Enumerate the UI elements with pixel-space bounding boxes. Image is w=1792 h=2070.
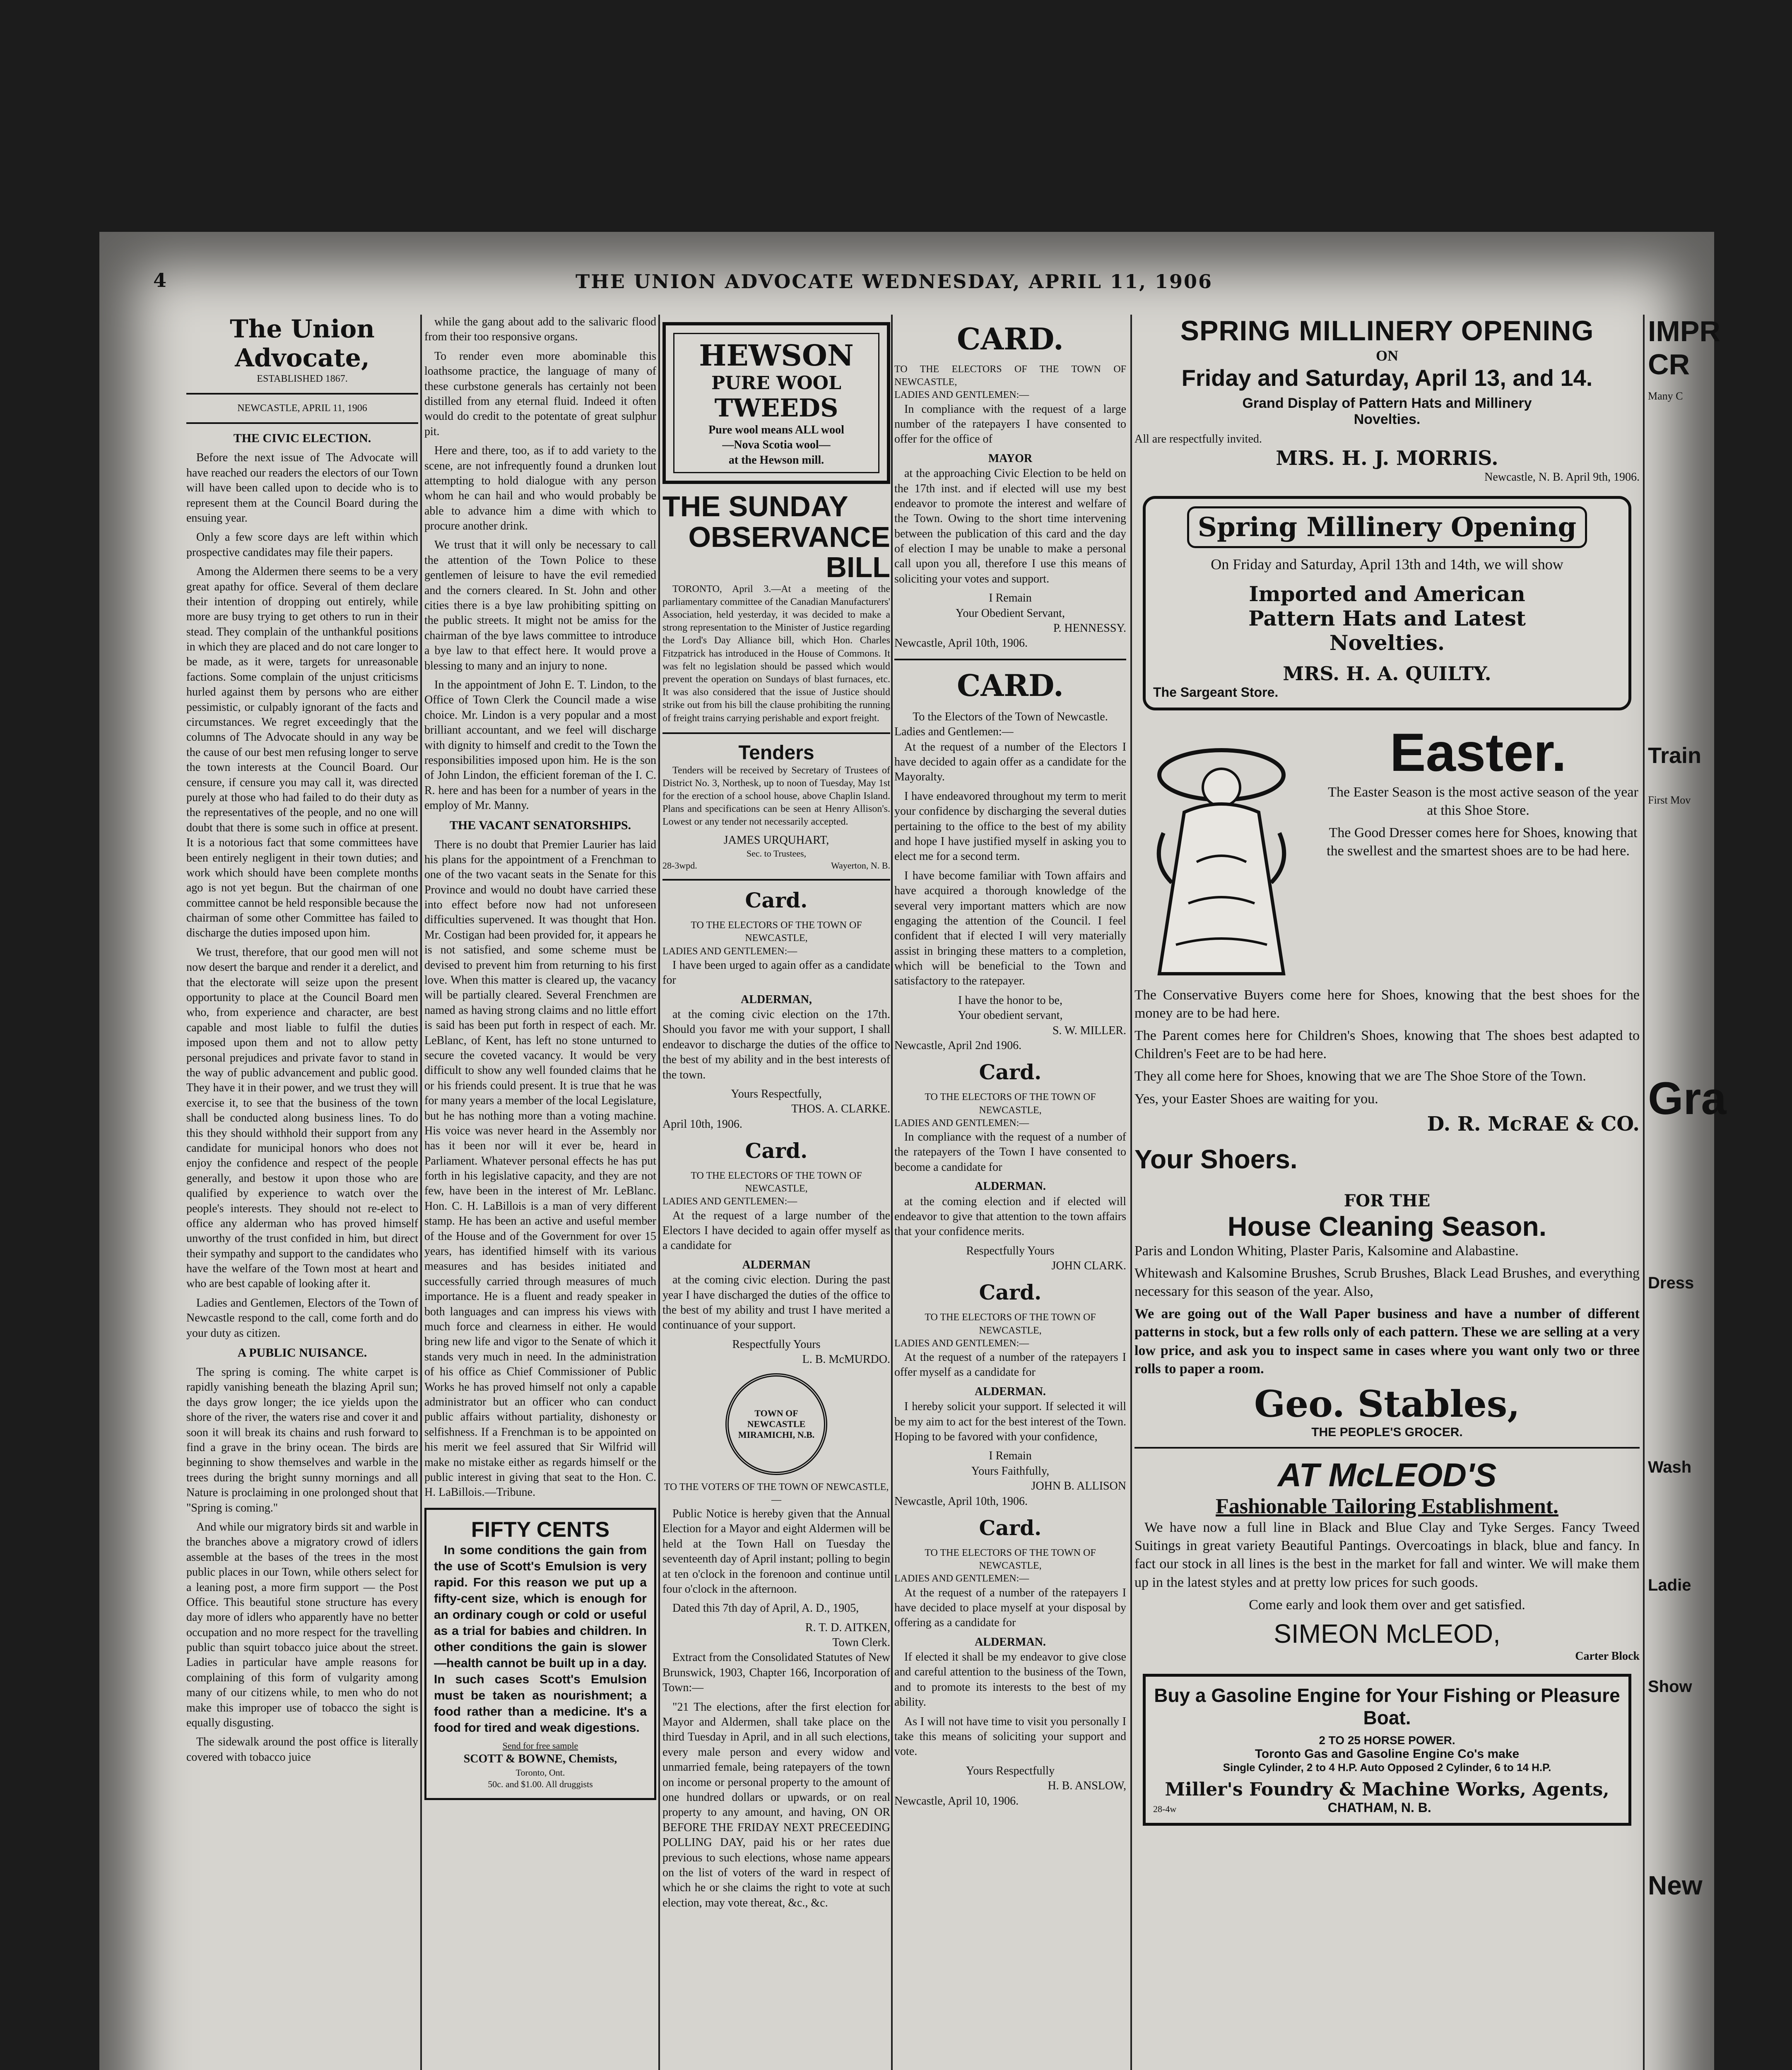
- notice-extract: Extract from the Consolidated Statutes of New Brunswick, 1903, Chapter 166, Incorporation of Town:—: [662, 1651, 890, 1695]
- paragraph: To render even more abominable this loathsome practice, the language of many of these curbstone generals has certainly not been distilled from any eternal fluid. Indeed it often would do credit to the potentate of great sulphur pit.: [424, 349, 656, 438]
- card-miller-body2: I have endeavored throughout my term to merit your confidence by discharging the several duties pertaining to the office to the best of my ability and hope I have justified myself in asking you to elect me for a second term.: [894, 789, 1126, 863]
- card-allison-to: TO THE ELECTORS OF THE TOWN OF NEWCASTLE,: [925, 1312, 1096, 1336]
- card-hennessy-body2: at the approaching Civic Election to be held on the 17th inst. and if elected will use my best endeavor to promote the interest and welfare of the Town. Owing to the short time intervening between the publication of this card and the day of election I may be unable to make a personal call upon you all, therefore I use this means of soliciting your votes and support.: [894, 467, 1126, 585]
- card-allison-name: JOHN B. ALLISON: [1031, 1480, 1126, 1493]
- stables-for-the: FOR THE: [1344, 1191, 1431, 1211]
- divider: [186, 393, 418, 395]
- card-anslow-body3: As I will not have time to visit you personally I take this means of soliciting your support and vote.: [894, 1715, 1126, 1758]
- gasoline-city: CHATHAM, N. B.: [1327, 1800, 1431, 1815]
- hewson-line1: PURE WOOL: [711, 373, 841, 394]
- morris-name: MRS. H. J. MORRIS.: [1276, 447, 1498, 470]
- shoers-heading: Your Shoers.: [1134, 1144, 1298, 1174]
- tenders-sign: JAMES URQUHART,: [723, 833, 829, 847]
- gasoline-maker: Toronto Gas and Gasoline Engine Co's make: [1255, 1747, 1520, 1761]
- card-allison-title: Card.: [979, 1280, 1042, 1305]
- notice-role: Town Clerk.: [832, 1636, 890, 1649]
- card-anslow-name: H. B. ANSLOW,: [1048, 1779, 1126, 1793]
- card-hennessy-close2: Your Obedient Servant,: [956, 607, 1065, 620]
- column-rule: [420, 315, 422, 2070]
- fragment: Show: [1648, 1677, 1692, 1696]
- fragment: First Mov: [1648, 794, 1691, 806]
- gasoline-title: Buy a Gasoline Engine for Your Fishing or Pleasure Boat.: [1154, 1685, 1620, 1729]
- gasoline-ad: [1143, 1674, 1631, 1826]
- card-clarke-body2: at the coming civic election on the 17th. Should you favor me with your support, I shall endeavor to discharge the duties of the office to the best of my ability and in the best interests of the town.: [662, 1008, 890, 1081]
- paragraph: There is no doubt that Premier Laurier has laid his plans for the appointment of a Frenchman to one of the two vacant seats in the Senate for this Province and would no doubt have carried these into effect before now had not unforeseen difficulties supervened. It was thought that Hon. Mr. Costigan had been provided for, it appears he is not satisfied, and some scheme must be devised to prevent him from returning to his first love. When this matter is cleared up, the vacancy will be partially cleared. Several Frenchmen are named as having strong claims and no little effort is said has been put forth in respect of each. Mr. LeBlanc, of Kent, has left no stone unturned to secure the coveted vacancy. It would be very difficult to show any well founded claims that he or his friends could present. It is true that he was for many years a member of the local Legislature, but he has nothing more than a voting machine. His voice was never heard in the Assembly nor has it been nor will it ever be, heard in Parliament. Whatever personal effects he has put forth in his legislative capacity, and they are not few, have been in the interest of Mr. LeBlanc. Hon. C. H. LaBillois is a man of very different stamp. He has been an active and useful member of the House and of the Government for over 15 years, has identified himself with its various measures and has besides initiated and successfully carried through measures of much importance. He is a fluent and ready speaker in both languages and can impress his views with much force and clearness in either. He would bring new life and vigor to the Senate of which it stands very much in need. In the administration of his office as Chief Commissioner of Public Works he has proved himself not only a capable administrator but an officer who can conduct public affairs without partiality, dishonesty or selfishness. If a Frenchman is to be appointed on his merit we feel assured that Sir Wilfrid will make no mistake either as regards himself or the public interest in giving that seat to the Hon. C. H. LaBillois.—Tribune.: [424, 838, 656, 1499]
- card-hennessy-close: I Remain: [989, 592, 1032, 605]
- fragment: Wash: [1648, 1458, 1692, 1476]
- hewson-name: HEWSON: [699, 338, 854, 373]
- fragment: CR: [1648, 348, 1690, 380]
- masthead-line: THE UNION ADVOCATE WEDNESDAY, APRIL 11, 1906: [576, 270, 1213, 293]
- notice-dated: Dated this 7th day of April, A. D., 1905,: [672, 1602, 859, 1615]
- established: ESTABLISHED 1867.: [257, 373, 348, 384]
- paragraph: Among the Aldermen there seems to be a very great apathy for office. Several of them declare their intention of dropping out entirely, while more are busy trying to get others to run in their stead. They complain of the unthankful positions in which they are placed and do not care longer to be made, as it were, targets for unreasonable factions. Some complain of the unjust criticisms hurled against them by persons who are either pessimistic, or culpably ignorant of the facts and circumstances. We regret exceedingly that the columns of The Advocate should in any way be the cause of our best men refusing longer to serve the town interests at the Council Board. Our censure, if censure you may call it, was directed purely at those who had failed to do their duty as the representatives of the people, and no one will doubt that there is some such in office at present. It is a notorious fact that some committees have been entirely negligent in their town duties; and work which should have been complete months ago is not yet begun. But the chairman of one committee cannot be held responsible because the chairman of some other Committee has failed to discharge the duties imposed upon him.: [186, 565, 418, 940]
- notice-section: "21 The elections, after the first election for Mayor and Aldermen, shall take place on the third Tuesday in April, and in all such elections, every male person and every widow and unmarried female, being ratepayers of the town on income or personal property to the amount of one hundred dollars or upwards, or on real property to any amount, and having, ON OR BEFORE THE FRIDAY NEXT PRECEEDING POLLING DAY, paid his or her rates due previous to such elections, whose name appears on the list of voters of the ward in respect of which he or she claims the right to vote at such election, may vote thereat, &c., &c.: [662, 1700, 890, 1909]
- morris-on: ON: [1376, 347, 1398, 364]
- stables-title: House Cleaning Season.: [1227, 1211, 1547, 1242]
- column-three: [662, 315, 890, 2070]
- easter-p2: The Good Dresser comes here for Shoes, knowing that the swellest and the smartest shoes are to be had here.: [1327, 825, 1638, 859]
- emulsion-ad: [424, 1508, 656, 1800]
- card-clarke-to: TO THE ELECTORS OF THE TOWN OF NEWCASTLE,: [691, 920, 862, 944]
- stables-p2: Whitewash and Kalsomine Brushes, Scrub Brushes, Black Lead Brushes, and everything necessary for this season of the year. Also,: [1134, 1265, 1640, 1300]
- card-miller-greeting: Ladies and Gentlemen:—: [894, 725, 1014, 739]
- paragraph: In the appointment of John E. T. Lindon, to the Office of Town Clerk the Council made a wise choice. Mr. Lindon is a very popular and a most brilliant accountant, and we feel will discharge with dignity to himself and credit to the Town the responsibilities imposed upon him. He is the son of John Lindon, the efficient foreman of the I. C. R. here and has been for a number of years in the employ of Mr. Manny.: [424, 678, 656, 812]
- card-clark-office: ALDERMAN.: [975, 1180, 1046, 1193]
- card-hennessy-date: Newcastle, April 10th, 1906.: [894, 637, 1028, 650]
- gasoline-ref: 28-4w: [1153, 1804, 1177, 1815]
- card-miller-close2: Your obedient servant,: [958, 1009, 1063, 1022]
- card-miller-to: To the Electors of the Town of Newcastle.: [913, 710, 1108, 723]
- column-clipped: [1648, 315, 1731, 2070]
- town-seal: [725, 1373, 827, 1475]
- stables-name: Geo. Stables,: [1254, 1382, 1520, 1426]
- divider: [662, 732, 890, 734]
- paragraph: Before the next issue of The Advocate will have reached our readers the electors of our Town will have been called upon to decide who is to represent them at the Council Board during the ensuing year.: [186, 451, 418, 525]
- dateline: NEWCASTLE, APRIL 11, 1906: [237, 403, 367, 414]
- card-miller-title: CARD.: [957, 667, 1064, 703]
- column-rule: [1130, 315, 1132, 2070]
- divider: [186, 422, 418, 424]
- card-allison-close2: Yours Faithfully,: [971, 1464, 1050, 1478]
- emulsion-price: 50c. and $1.00. All druggists: [488, 1779, 593, 1790]
- easter-p4: The Parent comes here for Children's Shoes, knowing that The shoes best adapted to Children's Feet are to be had here.: [1134, 1028, 1640, 1062]
- card-anslow-greeting: LADIES AND GENTLEMEN:—: [894, 1573, 1029, 1584]
- card-clarke-date: April 10th, 1906.: [662, 1117, 742, 1131]
- emulsion-body: In some conditions the gain from the use of Scott's Emulsion is very rapid. For this reason we put up a fifty-cent size, which is enough for an ordinary cough or cold or useful as a trial for babies and children. In other conditions the gain is slower—health cannot be built up in a day. In such cases Scott's Emulsion must be taken as nourishment; a food rather than a medicine. It's a food for tired and weak digestions.: [434, 1543, 647, 1735]
- easter-p6: Yes, your Easter Shoes are waiting for you.: [1134, 1091, 1378, 1107]
- paragraph: Ladies and Gentlemen, Electors of the Town of Newcastle respond to the call, come forth and do your duty as citizen.: [186, 1296, 418, 1340]
- card-clark-title: Card.: [979, 1060, 1042, 1085]
- hewson-inner: [673, 333, 879, 473]
- card-clarke-title: Card.: [745, 888, 808, 913]
- fragment: IMPR: [1648, 315, 1720, 347]
- card-anslow-to: TO THE ELECTORS OF THE TOWN OF NEWCASTLE,: [925, 1547, 1096, 1572]
- easter-title: Easter.: [1390, 722, 1567, 782]
- morris-title: SPRING MILLINERY OPENING: [1180, 315, 1594, 347]
- fragment: Dress: [1648, 1273, 1694, 1292]
- masthead: [153, 269, 1644, 294]
- paragraph: The sidewalk around the post office is literally covered with tobacco juice: [186, 1735, 418, 1764]
- tenders-body: Tenders will be received by Secretary of Trustees of District No. 3, Northesk, up to noon of Tuesday, May 1st for the erection of a school house, above Chaplin Island. Plans and specifications can be seen at Henry Allison's. Lowest or any tender not necessarily accepted.: [662, 765, 890, 828]
- column-rule: [891, 315, 893, 2070]
- paper-name: The Union Advocate,: [230, 315, 375, 373]
- tenders-sign2: Sec. to Trustees,: [746, 848, 807, 859]
- divider: [662, 879, 890, 881]
- card-hennessy-title: CARD.: [957, 321, 1064, 356]
- card-miller-body: At the request of a number of the Electors I have decided to again offer as a candidate for the Mayoralty.: [894, 740, 1126, 784]
- card-anslow-date: Newcastle, April 10, 1906.: [894, 1794, 1019, 1808]
- card-clark-greeting: LADIES AND GENTLEMEN:—: [894, 1117, 1029, 1129]
- quilty-ad: [1143, 496, 1631, 710]
- notice-body: Public Notice is hereby given that the Annual Election for a Mayor and eight Aldermen will be held at the Town Hall on Tuesday the seventeenth day of April instant; polling to begin at ten o'clock in the forenoon and continue until four o'clock in the afternoon.: [662, 1507, 890, 1596]
- sunday-body: TORONTO, April 3.—At a meeting of the parliamentary committee of the Canadian Manufacturers' Association, held yesterday, it was decided to make a strong representation to the Minister of Justice regarding the Lord's Day Alliance bill, which Hon. Charles Fitzpatrick has introduced in the House of Commons. It was felt no legislation should be passed which would prevent the operation on Sundays of blast furnaces, etc. It was also considered that the issue of Justice should strike out from his bill the clause prohibiting the running of freight trains carrying perishable and export freight.: [662, 583, 890, 724]
- card-hennessy-to: TO THE ELECTORS OF THE TOWN OF NEWCASTLE,: [894, 364, 1126, 388]
- page-number: 4: [153, 269, 168, 291]
- card-anslow-office: ALDERMAN.: [975, 1635, 1046, 1649]
- card-allison-body2: I hereby solicit your support. If selected it will be my aim to act for the best interest of the Town. Hoping to be favored with your confidence,: [894, 1400, 1126, 1443]
- card-mcmurdo-title: Card.: [745, 1138, 808, 1163]
- hewson-ad: [662, 322, 890, 484]
- easter-p3: The Conservative Buyers come here for Shoes, knowing that the best shoes for the money are to be had here.: [1134, 987, 1640, 1021]
- card-clarke-body: I have been urged to again offer as a candidate for: [662, 958, 890, 987]
- paragraph: The spring is coming. The white carpet is rapidly vanishing beneath the blazing April sun; the days grow longer; the ice yields upon the shore of the river, the waters rise and cover it and soon it will break its chains and rush forward to find a grave in the briny ocean. The birds are beginning to show themselves and warble in the trees during the bright sunny mornings and all Nature is proclaiming in one prolonged shout that "Spring is coming.": [186, 1366, 418, 1514]
- sunday-title-1: THE SUNDAY: [662, 490, 848, 523]
- card-clark-name: JOHN CLARK.: [1051, 1259, 1126, 1273]
- card-miller-body3: I have become familiar with Town affairs and have acquired a thorough knowledge of the several very important matters which are now engaging the attention of the Council. I feel confident that if elected I will very materially assist in bringing these matters to a completion, which will be beneficial to the Town and satisfactory to the ratepayer.: [894, 869, 1126, 988]
- card-miller-close: I have the honor to be,: [958, 994, 1062, 1007]
- emulsion-headline: FIFTY CENTS: [471, 1517, 610, 1542]
- card-mcmurdo-body: At the request of a large number of the Electors I have decided to again offer myself as a candidate for: [662, 1209, 890, 1252]
- article-title-senators: THE VACANT SENATORSHIPS.: [449, 818, 631, 832]
- divider: [894, 659, 1126, 660]
- gasoline-foundry: Miller's Foundry & Machine Works, Agents,: [1165, 1779, 1609, 1800]
- mcleod-p2: Come early and look them over and get satisfied.: [1249, 1597, 1525, 1613]
- stables-p3: We are going out of the Wall Paper business and have a number of different patterns in stock, but a few rolls only of each pattern. These we are selling at a very low price, and ask you to inspect same in cases where you want only two or three rolls to paper a room.: [1134, 1306, 1640, 1377]
- paragraph: We trust, therefore, that our good men will not now desert the barque and render it a derelict, and that the electorate will seize upon the present opportunity to place at the Council Board men who, from experience and character, are best capable and most liable to fulfil the duties imposed upon them and not to allow petty personal prejudices and private favor to stand in the way of public advancement and public good. They have it in their power, and we trust they will exercise it, to see that the business of the town shall be conducted along business lines. To do this they should withhold their support from any candidate for municipal honors who does not enjoy the confidence and respect of the people generally, and bestow it upon those who are qualified by experience to watch over the people's interests. They should not re-elect to office any alderman who has proved himself unworthy of the trust confided in him, but direct their sympathy and support to the candidates who have the welfare of the Town most at heart and who are best capable of looking after it.: [186, 946, 418, 1290]
- card-hennessy-office: MAYOR: [988, 452, 1033, 465]
- mcleod-name: SIMEON McLEOD,: [1274, 1618, 1501, 1649]
- easter-firm: D. R. McRAE & CO.: [1427, 1112, 1640, 1136]
- easter-p5: They all come here for Shoes, knowing that we are The Shoe Store of the Town.: [1134, 1069, 1586, 1084]
- card-hennessy-body: In compliance with the request of a large number of the ratepayers I have consented to offer for the office of: [894, 402, 1126, 446]
- emulsion-city: Toronto, Ont.: [515, 1767, 565, 1778]
- card-clark-to: TO THE ELECTORS OF THE TOWN OF NEWCASTLE,: [925, 1092, 1096, 1116]
- mcleod-sub: Fashionable Tailoring Establishment.: [1216, 1495, 1558, 1519]
- card-allison-greeting: LADIES AND GENTLEMEN:—: [894, 1338, 1029, 1349]
- article-title-nuisance: A PUBLIC NUISANCE.: [237, 1346, 367, 1360]
- fragment: New: [1648, 1870, 1703, 1900]
- seal-text: TOWN OF NEWCASTLE MIRAMICHI, N.B.: [738, 1408, 815, 1440]
- hewson-line3: Pure wool means ALL wool: [708, 424, 844, 436]
- gasoline-models: Single Cylinder, 2 to 4 H.P. Auto Opposed 2 Cylinder, 6 to 14 H.P.: [1223, 1761, 1551, 1774]
- quilty-title: Spring Millinery Opening: [1187, 506, 1587, 548]
- card-allison-date: Newcastle, April 10th, 1906.: [894, 1495, 1028, 1508]
- hewson-line5: at the Hewson mill.: [728, 453, 824, 467]
- card-mcmurdo-close: Respectfully Yours: [732, 1338, 821, 1351]
- column-four: [894, 315, 1126, 2070]
- stables-p1: Paris and London Whiting, Plaster Paris, Kalsomine and Alabastine.: [1134, 1243, 1519, 1259]
- divider: [1134, 1447, 1640, 1449]
- sunday-title-2: OBSERVANCE BILL: [688, 520, 890, 584]
- column-two: [424, 315, 656, 2070]
- notice-name: R. T. D. AITKEN,: [805, 1621, 890, 1634]
- fragment: Ladie: [1648, 1576, 1691, 1594]
- card-clarke-close: Yours Respectfully,: [731, 1087, 822, 1100]
- column-rule: [1643, 315, 1645, 2070]
- card-anslow-title: Card.: [979, 1515, 1042, 1540]
- emulsion-maker: SCOTT & BOWNE, Chemists,: [463, 1752, 617, 1766]
- fragment: Many C: [1648, 390, 1683, 402]
- card-allison-close: I Remain: [989, 1449, 1032, 1463]
- card-clarke-name: THOS. A. CLARKE.: [791, 1102, 890, 1116]
- paragraph: Only a few score days are left within which prospective candidates may file their papers.: [186, 531, 418, 559]
- tenders-place: Wayerton, N. B.: [831, 860, 890, 871]
- paragraph: Here and there, too, as if to add variety to the scene, are not infrequently found a drunken lout attempting to hold dialogue with any person whom he can hail and who would probably be able to advance him a dime with which to procure another drink.: [424, 444, 656, 533]
- card-anslow-close: Yours Respectfully: [966, 1764, 1055, 1777]
- card-clarke-office: ALDERMAN,: [741, 993, 812, 1006]
- hewson-line4: —Nova Scotia wool—: [722, 438, 831, 452]
- tenders-title: Tenders: [738, 741, 814, 764]
- tenders-ref: 28-3wpd.: [662, 860, 697, 871]
- card-clarke-greeting: LADIES AND GENTLEMEN:—: [662, 946, 797, 957]
- card-clark-body: In compliance with the request of a number of the ratepayers of the Town I have consented to become a candidate for: [894, 1130, 1126, 1174]
- mcleod-p1: We have now a full line in Black and Blue Clay and Tyke Serges. Fancy Tweed Suitings in great variety Beautiful Pantings. Overcoatings in black, blue and fancy. In fact our stock in all lines is the best in the market for fall and winter. We will make them up in the latest styles and at pretty low prices for such goods.: [1134, 1520, 1640, 1590]
- card-anslow-body2: If elected it shall be my endeavor to give close and careful attention to the business of the Town, and to promote its interests to the best of my ability.: [894, 1651, 1126, 1709]
- card-miller-date: Newcastle, April 2nd 1906.: [894, 1039, 1022, 1052]
- stables-sub: THE PEOPLE'S GROCER.: [1311, 1425, 1463, 1439]
- easter-lady-illustration: [1134, 725, 1308, 982]
- card-mcmurdo-greeting: LADIES AND GENTLEMEN:—: [662, 1196, 797, 1207]
- notice-to: TO THE VOTERS OF THE TOWN OF NEWCASTLE,—: [664, 1481, 889, 1505]
- morris-date: Newcastle, N. B. April 9th, 1906.: [1484, 471, 1640, 484]
- column-rule: [658, 315, 660, 2070]
- card-anslow-body: At the request of a number of the ratepayers I have decided to place myself at your disposal by offering as a candidate for: [894, 1586, 1126, 1630]
- card-clark-body2: at the coming election and if elected will endeavor to give that attention to the town affairs that your confidence merits.: [894, 1195, 1126, 1238]
- card-mcmurdo-to: TO THE ELECTORS OF THE TOWN OF NEWCASTLE,: [691, 1170, 862, 1194]
- mcleod-title: AT McLEOD'S: [1277, 1456, 1497, 1494]
- paragraph: We trust that it will only be necessary to call the attention of the Town Police to these gentlemen of leisure to have the evil remedied and the corners cleared. In St. John and other cities there is a bye law prohibiting spitting on the public streets. It might not be amiss for the chairman of the bye laws committee to introduce a bye law to that effect here. It would prove a blessing to many and an injury to none.: [424, 539, 656, 672]
- emulsion-sample: Send for free sample: [502, 1740, 578, 1751]
- paragraph: while the gang about add to the salivaric flood from their too responsive organs.: [424, 315, 656, 344]
- gasoline-hp: 2 TO 25 HORSE POWER.: [1319, 1734, 1455, 1747]
- morris-dates: Friday and Saturday, April 13, and 14.: [1181, 365, 1593, 391]
- card-hennessy-name: P. HENNESSY.: [1053, 622, 1126, 635]
- card-allison-office: ALDERMAN.: [975, 1385, 1046, 1398]
- column-editorial: [186, 315, 418, 2070]
- paragraph: And while our migratory birds sit and warble in the branches above a migratory crowd of idlers assemble at the bases of the trees in the most public places in our Town, while others select for a leaning post, a more firm support — the Post Office. This beautiful stone structure has every day more of idlers who apparently have no better occupation and no more respect for the travelling public than squirt tobacco juice about the street. Ladies in particular have ample reasons for complaining of this form of vulgarity among many of our citizens while, to men who do not make this improper use of tobacco the sight is equally disgusting.: [186, 1520, 418, 1730]
- quilty-line2: Imported and American Pattern Hats and Latest Novelties.: [1248, 581, 1526, 655]
- morris-invite: All are respectfully invited.: [1134, 433, 1262, 445]
- easter-ad: [1134, 721, 1640, 986]
- column-ads: [1134, 315, 1640, 2070]
- article-title-civic: THE CIVIC ELECTION.: [233, 431, 371, 445]
- quilty-store: The Sargeant Store.: [1153, 684, 1279, 700]
- card-miller-name: S. W. MILLER.: [1052, 1024, 1126, 1037]
- morris-line: Grand Display of Pattern Hats and Millinery Novelties.: [1242, 395, 1532, 427]
- hewson-line2: TWEEDS: [714, 394, 838, 423]
- quilty-line1: On Friday and Saturday, April 13th and 14th, we will show: [1211, 556, 1563, 573]
- fragment: Train: [1648, 743, 1702, 768]
- fragment: Gra: [1648, 1073, 1727, 1124]
- card-mcmurdo-name: L. B. McMURDO.: [802, 1353, 890, 1366]
- easter-p1: The Easter Season is the most active season of the year at this Shoe Store.: [1328, 784, 1638, 818]
- newspaper-page: [99, 232, 1727, 2070]
- card-mcmurdo-body2: at the coming civic election. During the past year I have discharged the duties of the office to the best of my ability and trust I have merited a continuance of your support.: [662, 1273, 890, 1332]
- card-mcmurdo-office: ALDERMAN: [742, 1258, 811, 1271]
- card-hennessy-greeting: LADIES AND GENTLEMEN:—: [894, 390, 1029, 401]
- quilty-name: MRS. H. A. QUILTY.: [1283, 662, 1491, 685]
- card-clark-close: Respectfully Yours: [966, 1244, 1055, 1257]
- mcleod-place: Carter Block: [1575, 1649, 1640, 1663]
- card-allison-body: At the request of a number of the ratepayers I offer myself as a candidate for: [894, 1351, 1126, 1379]
